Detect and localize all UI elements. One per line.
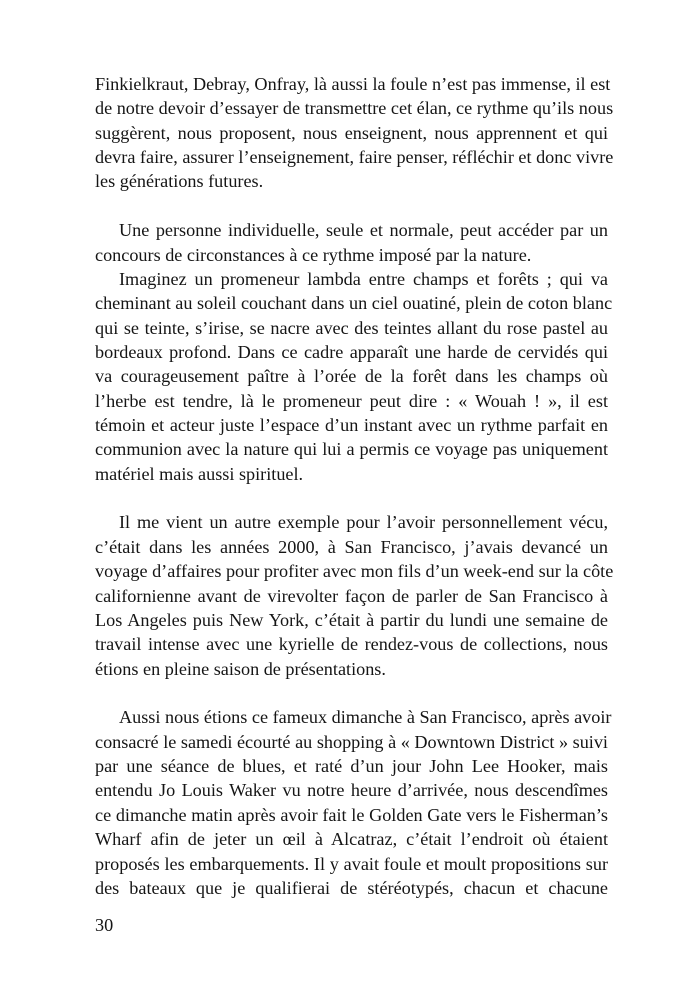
text-line: travail intense avec une kyrielle de rendez-vous de collections, nous (95, 634, 608, 655)
text-line: consacré le samedi écourté au shopping à « Downtown District » suivi (95, 731, 608, 752)
paragraph (95, 72, 614, 194)
text-line: de notre devoir d’essayer de transmettre cet élan, ce rythme qu’ils nous (95, 98, 614, 119)
page-body (95, 72, 614, 900)
text-line: bordeaux profond. Dans ce cadre apparaît une harde de cervidés qui (95, 341, 608, 362)
text-line: va courageusement paître à l’orée de la forêt dans les champs où (95, 366, 608, 387)
paragraph-spacer (95, 194, 608, 218)
text-line: qui se teinte, s’irise, se nacre avec des teintes allant du rose pastel au (95, 317, 608, 338)
paragraph-spacer (95, 681, 608, 705)
text-line: étions en pleine saison de présentations. (95, 658, 386, 679)
text-line: Imaginez un promeneur lambda entre champs et forêts ; qui va (119, 268, 608, 289)
text-line: concours de circonstances à ce rythme imposé par la nature. (95, 244, 532, 265)
text-line: l’herbe est tendre, là le promeneur peut dire : « Wouah ! », il est (95, 390, 608, 411)
text-line: Wharf afin de jeter un œil à Alcatraz, c’était l’endroit où étaient (95, 829, 608, 850)
text-line: suggèrent, nous proposent, nous enseignent, nous apprennent et qui (95, 122, 608, 143)
text-line: ce dimanche matin après avoir fait le Golden Gate vers le Fisherman’s (95, 804, 608, 825)
text-line: proposés les embarquements. Il y avait foule et moult propositions sur (95, 853, 608, 874)
text-line: les générations futures. (95, 171, 264, 192)
text-line: Aussi nous étions ce fameux dimanche à San Francisco, après avoir (119, 707, 612, 728)
text-line: c’était dans les années 2000, à San Francisco, j’avais devancé un (95, 536, 608, 557)
paragraph (95, 510, 614, 681)
text-line: entendu Jo Louis Waker vu notre heure d’arrivée, nous descendîmes (95, 780, 608, 801)
text-line: des bateaux que je qualifierai de stéréotypés, chacun et chacune (95, 877, 608, 898)
text-line: communion avec la nature qui lui a permis ce voyage pas uniquement (95, 439, 608, 460)
text-line: Los Angeles puis New York, c’était à partir du lundi une semaine de (95, 609, 608, 630)
paragraph (95, 218, 608, 267)
paragraph (95, 267, 613, 486)
text-line: Finkielkraut, Debray, Onfray, là aussi la foule n’est pas immense, il est (95, 74, 611, 94)
paragraph (95, 705, 612, 900)
text-line: californienne avant de virevolter façon de parler de San Francisco à (95, 585, 608, 606)
text-line: cheminant au soleil couchant dans un ciel ouatiné, plein de coton blanc (95, 293, 613, 314)
page-number: 30 (95, 915, 114, 935)
text-line: voyage d’affaires pour profiter avec mon fils d’un week-end sur la côte (95, 561, 614, 582)
text-line: témoin et acteur juste l’espace d’un instant avec un rythme parfait en (95, 415, 608, 436)
text-line: devra faire, assurer l’enseignement, faire penser, réfléchir et donc vivre (95, 147, 614, 168)
text-line: Il me vient un autre exemple pour l’avoir personnellement vécu, (119, 512, 608, 533)
text-line: Une personne individuelle, seule et normale, peut accéder par un (119, 220, 608, 241)
text-line: matériel mais aussi spirituel. (95, 463, 304, 484)
paragraph-spacer (95, 486, 608, 510)
text-line: par une séance de blues, et raté d’un jour John Lee Hooker, mais (95, 756, 608, 777)
